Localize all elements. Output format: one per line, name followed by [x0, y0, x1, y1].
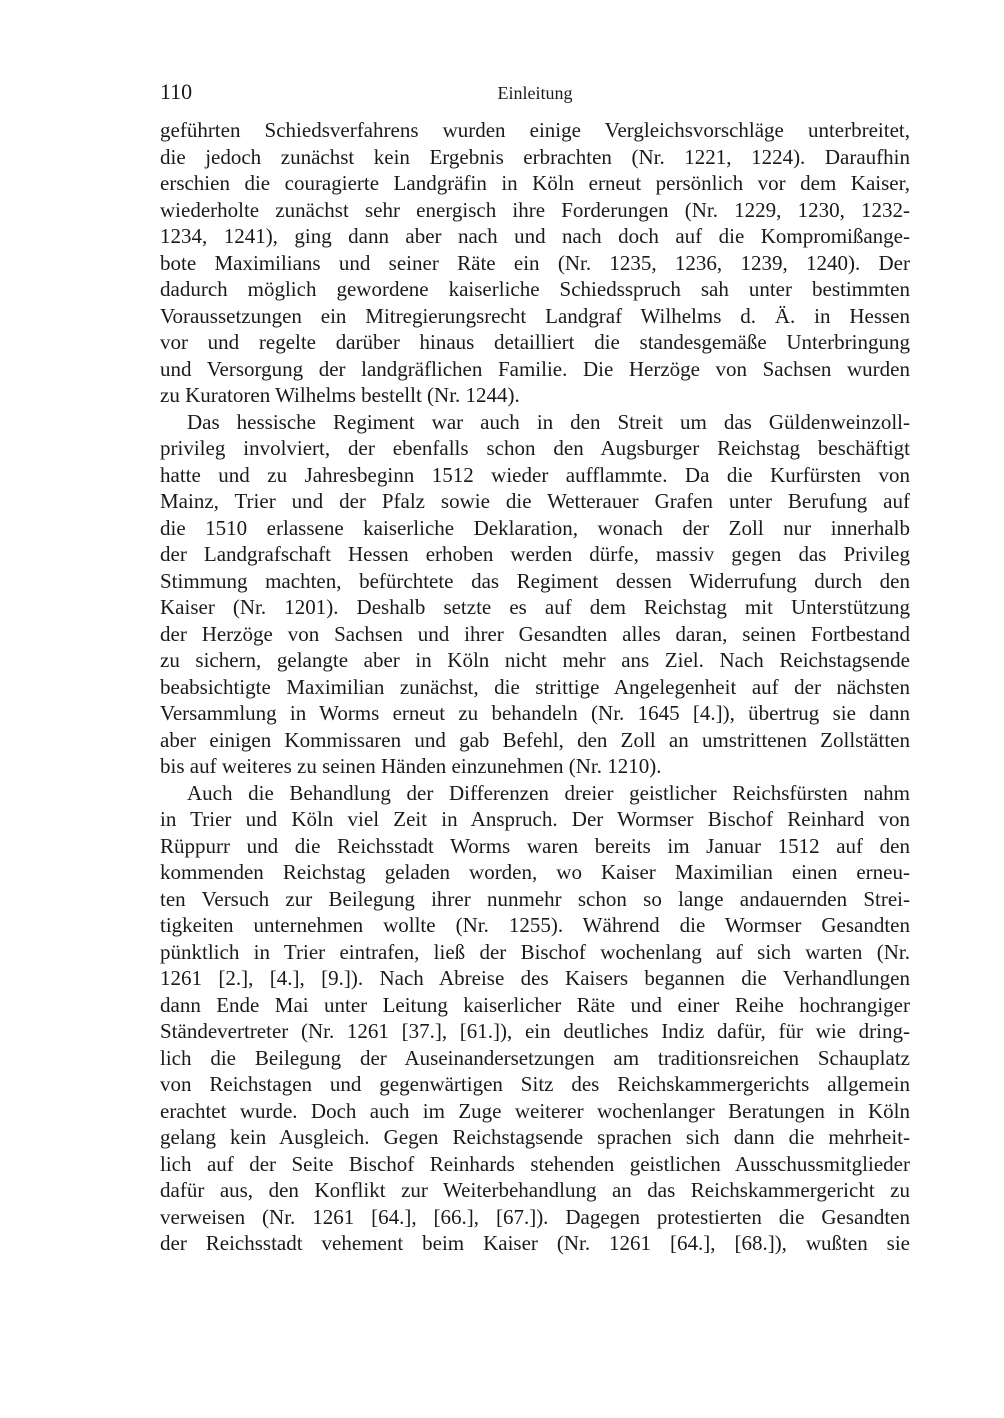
paragraph	[160, 780, 910, 1257]
text-line: Auch die Behandlung der Differenzen dreier geistlicher Reichsfürsten nahm	[187, 780, 910, 805]
text-line: und Versorgung der landgräflichen Familie. Die Herzöge von Sachsen wurden	[160, 356, 910, 381]
text-line: dadurch möglich gewordene kaiserliche Schiedsspruch sah unter bestimmten	[160, 277, 910, 301]
text-line: gelang kein Ausgleich. Gegen Reichstagsende sprachen sich dann die mehrheit-	[160, 1125, 910, 1149]
text-line: bis auf weiteres zu seinen Händen einzunehmen (Nr. 1210).	[160, 754, 662, 778]
text-line: lich auf der Seite Bischof Reinhards stehenden geistlichen Ausschussmitglieder	[160, 1151, 910, 1176]
text-line: in Trier und Köln viel Zeit in Anspruch. Der Wormser Bischof Reinhard von	[160, 807, 910, 831]
text-line: erachtet wurde. Doch auch im Zuge weiterer wochenlanger Beratungen in Köln	[160, 1098, 910, 1123]
text-line: aber einigen Kommissaren und gab Befehl, den Zoll an umstrittenen Zollstätten	[160, 727, 910, 752]
text-line: der Landgrafschaft Hessen erhoben werden dürfe, massiv gegen das Privileg	[160, 542, 910, 566]
text-line: beabsichtigte Maximilian zunächst, die strittige Angelegenheit auf der nächsten	[160, 674, 910, 699]
text-line: 1261 [2.], [4.], [9.]). Nach Abreise des Kaisers begannen die Verhandlungen	[160, 966, 910, 990]
text-line: Stimmung machten, befürchtete das Regiment dessen Widerrufung durch den	[160, 568, 910, 593]
body-text	[160, 117, 910, 1257]
text-line: privileg involviert, der ebenfalls schon den Augsburger Reichstag beschäftigt	[160, 436, 910, 460]
text-line: zu sichern, gelangte aber in Köln nicht mehr ans Ziel. Nach Reichstagsende	[160, 648, 910, 672]
text-line: der Reichsstadt vehement beim Kaiser (Nr. 1261 [64.], [68.]), wußten sie	[160, 1231, 910, 1255]
text-line: zu Kuratoren Wilhelms bestellt (Nr. 1244).	[160, 383, 520, 407]
text-line: Voraussetzungen ein Mitregierungsrecht Landgraf Wilhelms d. Ä. in Hessen	[160, 303, 910, 328]
text-line: hatte und zu Jahresbeginn 1512 wieder aufflammte. Da die Kurfürsten von	[160, 462, 910, 487]
text-line: Rüppurr und die Reichsstadt Worms waren bereits im Januar 1512 auf den	[160, 833, 910, 858]
text-line: vor und regelte darüber hinaus detailliert die standesgemäße Unterbringung	[160, 330, 910, 354]
paragraph	[160, 117, 910, 409]
text-line: die 1510 erlassene kaiserliche Deklaration, wonach der Zoll nur innerhalb	[160, 515, 910, 540]
text-line: Mainz, Trier und der Pfalz sowie die Wetterauer Grafen unter Berufung auf	[160, 489, 910, 513]
text-line: Versammlung in Worms erneut zu behandeln (Nr. 1645 [4.]), übertrug sie dann	[160, 701, 910, 725]
text-line: die jedoch zunächst kein Ergebnis erbrachten (Nr. 1221, 1224). Daraufhin	[160, 144, 910, 169]
text-line: pünktlich in Trier eintrafen, ließ der Bischof wochenlang auf sich warten (Nr.	[160, 939, 910, 964]
text-line: wiederholte zunächst sehr energisch ihre Forderungen (Nr. 1229, 1230, 1232-	[160, 197, 910, 222]
text-line: kommenden Reichstag geladen worden, wo Kaiser Maximilian einen erneu-	[160, 860, 910, 884]
text-line: bote Maximilians und seiner Räte ein (Nr. 1235, 1236, 1239, 1240). Der	[160, 250, 910, 275]
page-header	[160, 78, 910, 108]
text-line: 1234, 1241), ging dann aber nach und nach doch auf die Kompromißange-	[160, 224, 910, 248]
text-line: lich die Beilegung der Auseinandersetzungen am traditionsreichen Schauplatz	[160, 1045, 910, 1070]
text-line: von Reichstagen und gegenwärtigen Sitz des Reichskammergerichts allgemein	[160, 1072, 910, 1096]
text-line: tigkeiten unternehmen wollte (Nr. 1255). Während die Wormser Gesandten	[160, 913, 910, 937]
text-line: ten Versuch zur Beilegung ihrer nunmehr schon so lange andauernden Strei-	[160, 886, 910, 911]
text-line: erschien die couragierte Landgräfin in Köln erneut persönlich vor dem Kaiser,	[160, 171, 910, 195]
text-line: Das hessische Regiment war auch in den Streit um das Güldenweinzoll-	[187, 409, 910, 434]
text-line: dafür aus, den Konflikt zur Weiterbehandlung an das Reichskammergericht zu	[160, 1178, 910, 1202]
text-line: Kaiser (Nr. 1201). Deshalb setzte es auf dem Reichstag mit Unterstützung	[160, 595, 910, 619]
text-line: verweisen (Nr. 1261 [64.], [66.], [67.]). Dagegen protestierten die Gesandten	[160, 1204, 910, 1229]
text-line: dann Ende Mai unter Leitung kaiserlicher Räte und einer Reihe hochrangiger	[160, 992, 910, 1017]
running-head: Einleitung	[497, 83, 573, 103]
page-number: 110	[160, 79, 193, 104]
text-line: Ständevertreter (Nr. 1261 [37.], [61.]), ein deutliches Indiz dafür, für wie dring-	[160, 1019, 910, 1043]
text-line: geführten Schiedsverfahrens wurden einige Vergleichsvorschläge unterbreitet,	[160, 118, 910, 142]
text-line: der Herzöge von Sachsen und ihrer Gesandten alles daran, seinen Fortbestand	[160, 621, 910, 646]
paragraph	[160, 409, 910, 780]
